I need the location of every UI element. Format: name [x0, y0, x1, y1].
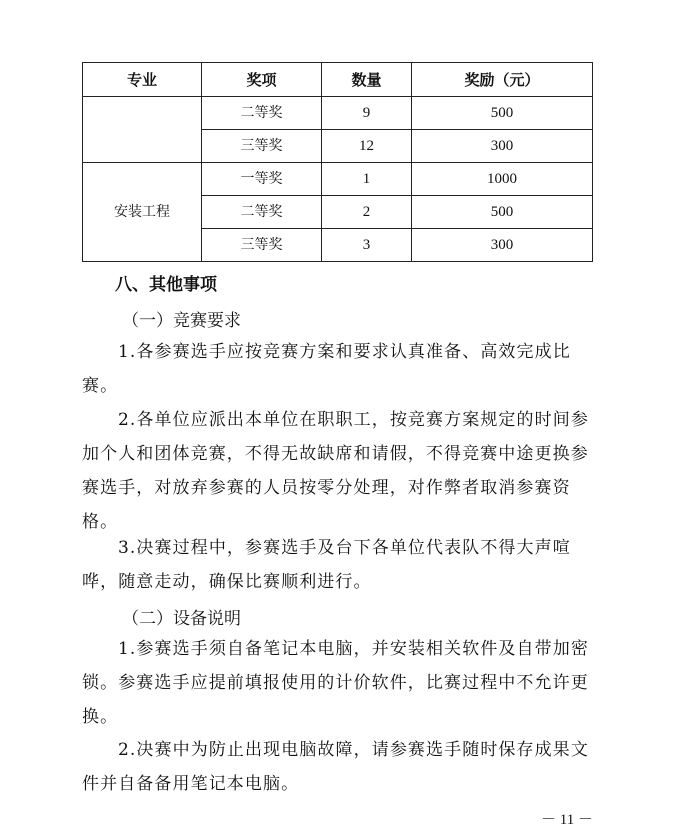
table-row — [83, 97, 593, 130]
section-heading: 八、其他事项 — [115, 275, 217, 295]
count-cell: 1 — [322, 163, 412, 196]
reward-cell: 300 — [412, 229, 593, 262]
reward-cell: 500 — [412, 196, 593, 229]
award-cell: 二等奖 — [202, 97, 322, 130]
award-cell: 三等奖 — [202, 130, 322, 163]
paragraph-3: 3.决赛过程中，参赛选手及台下各单位代表队不得大声喧哗，随意走动，确保比赛顺利进行。 — [82, 538, 571, 592]
award-cell: 三等奖 — [202, 229, 322, 262]
table-row — [83, 163, 593, 196]
table-header-row — [83, 63, 593, 97]
paragraph-4: 1.参赛选手须自备笔记本电脑，并安装相关软件及自带加密锁。参赛选手应提前填报使用的计价软件，比赛过程中不允许更换。 — [82, 639, 589, 727]
count-cell: 2 — [322, 196, 412, 229]
reward-cell: 300 — [412, 130, 593, 163]
subsection-heading-requirements: （一）竞赛要求 — [122, 311, 241, 331]
reward-cell: 1000 — [412, 163, 593, 196]
reward-cell: 500 — [412, 97, 593, 130]
header-award: 奖项 — [202, 63, 322, 97]
award-cell: 二等奖 — [202, 196, 322, 229]
page-number: － 11 － — [541, 812, 593, 828]
header-count: 数量 — [322, 63, 412, 97]
count-cell: 12 — [322, 130, 412, 163]
major-cell: 安装工程 — [83, 163, 202, 262]
count-cell: 9 — [322, 97, 412, 130]
award-cell: 一等奖 — [202, 163, 322, 196]
major-cell — [83, 97, 202, 163]
header-reward: 奖励（元） — [412, 63, 593, 97]
header-major: 专业 — [83, 63, 202, 97]
paragraph-5: 2.决赛中为防止出现电脑故障，请参赛选手随时保存成果文件并自备备用笔记本电脑。 — [82, 740, 589, 794]
paragraph-2: 2.各单位应派出本单位在职职工，按竞赛方案规定的时间参加个人和团体竞赛，不得无故缺席和请假，不得竞赛中途更换参赛选手，对放弃参赛的人员按零分处理，对作弊者取消参赛资格。 — [82, 410, 589, 532]
awards-table — [82, 62, 593, 262]
subsection-heading-equipment: （二）设备说明 — [122, 609, 241, 629]
paragraph-1: 1.各参赛选手应按竞赛方案和要求认真准备、高效完成比赛。 — [82, 342, 571, 396]
count-cell: 3 — [322, 229, 412, 262]
